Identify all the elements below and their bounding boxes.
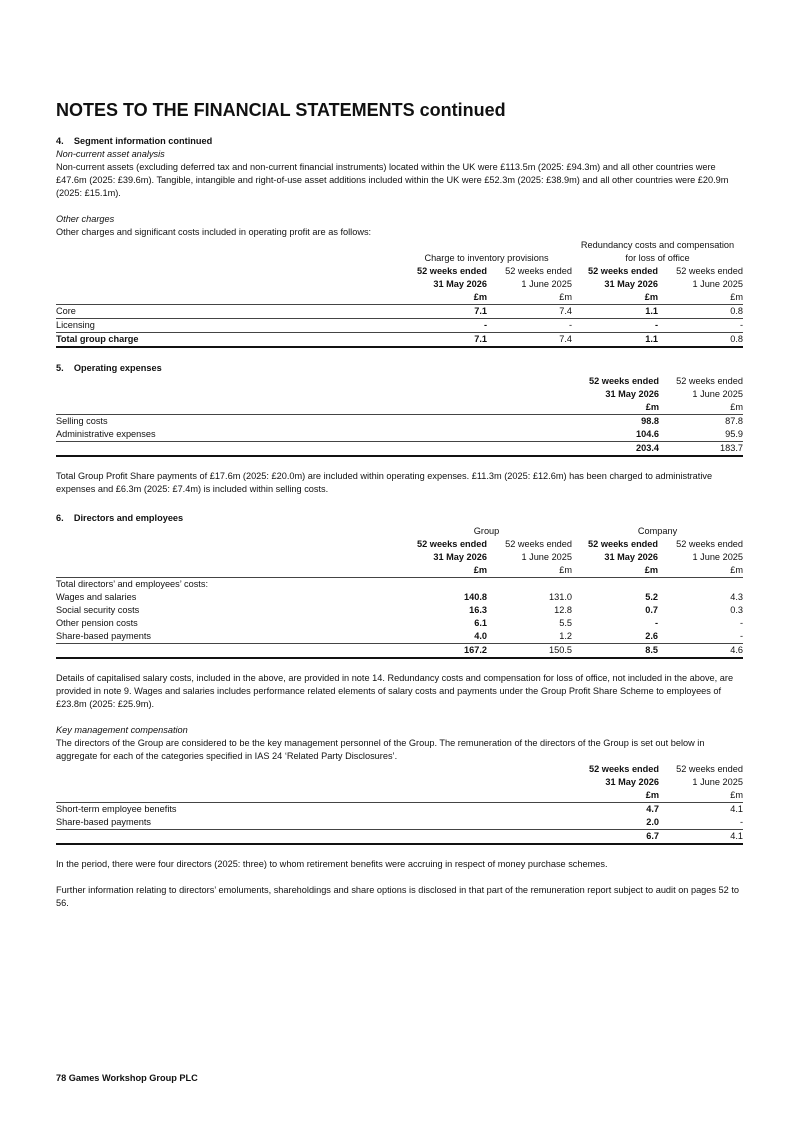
cell: 4.7 xyxy=(646,804,659,814)
col-header: 52 weeks ended xyxy=(589,376,659,386)
row-label: Other pension costs xyxy=(56,618,138,628)
cell: 5.5 xyxy=(559,618,573,628)
cell: 104.6 xyxy=(573,428,659,442)
cell: 131.0 xyxy=(549,592,573,602)
cell: 7.4 xyxy=(487,333,572,348)
cell: 4.3 xyxy=(730,592,744,602)
cell: 203.4 xyxy=(573,442,659,457)
cell: 5.2 xyxy=(645,592,659,602)
col-unit: £m xyxy=(572,564,658,578)
row-label xyxy=(56,644,401,659)
col-header: 52 weeks ended xyxy=(417,539,487,549)
retirement-benefits-paragraph: In the period, there were four directors (2025: three) to whom retirement benefits were accruing in respect of money purchase schemes. xyxy=(56,859,608,869)
cell: - xyxy=(658,319,743,333)
group-header-redundancy: Redundancy costs and compensation xyxy=(580,240,735,250)
row-label: Share-based payments xyxy=(56,630,401,644)
col-unit: £m xyxy=(659,789,743,803)
directors-employees-table xyxy=(56,525,743,659)
cell: 8.5 xyxy=(572,644,658,659)
col-header: 31 May 2026 xyxy=(604,279,658,289)
col-header: 52 weeks ended xyxy=(589,764,659,774)
capitalised-salary-paragraph: Details of capitalised salary costs, included in the above, are provided in note 14. Redundancy costs and compensation for loss of office, not included in the above, are provided in note 9. Wages and salaries includes performance related elements of salary costs and payments under the Group Profit Share Scheme to employees of £23.8m (2025: £25.9m). xyxy=(56,673,734,709)
col-header: 31 May 2026 xyxy=(433,279,487,289)
cell: 7.1 xyxy=(401,305,487,319)
section-5-heading: 5. Operating expenses xyxy=(56,363,162,373)
col-unit: £m xyxy=(401,564,487,578)
cell: 150.5 xyxy=(487,644,572,659)
table-row xyxy=(56,591,743,604)
col-unit: £m xyxy=(487,564,572,578)
key-management-subheading: Key management compensation xyxy=(56,725,188,735)
table-row-total xyxy=(56,644,743,659)
cell: 0.8 xyxy=(658,305,743,319)
table-row xyxy=(56,816,743,830)
page-title: NOTES TO THE FINANCIAL STATEMENTS continued xyxy=(56,100,506,120)
row-label: Selling costs xyxy=(56,416,108,426)
row-label: Administrative expenses xyxy=(56,428,573,442)
col-unit: £m xyxy=(487,291,572,305)
row-label: Social security costs xyxy=(56,605,140,615)
col-header: 1 June 2025 xyxy=(692,389,743,399)
non-current-asset-paragraph: Non-current assets (excluding deferred tax and non-current financial instruments) located within the UK were £113.5m (2025: £94.3m) and all other countries were £47.6m (2025: £39.6m). Tangible, intangible and right-of-use asset additions included within the UK were £52.3m (2025: £38.9m) and all other countries were £20.9m (2025: £15.1m). xyxy=(56,162,729,198)
cell: 87.8 xyxy=(725,416,743,426)
cell: - xyxy=(487,319,572,333)
cell: 4.0 xyxy=(401,630,487,644)
table-row xyxy=(56,617,743,630)
other-charges-table xyxy=(56,239,743,348)
col-header: 31 May 2026 xyxy=(433,552,487,562)
col-unit: £m xyxy=(659,401,743,415)
cell: 16.3 xyxy=(469,605,487,615)
section-5 xyxy=(56,362,743,496)
col-header: 52 weeks ended xyxy=(588,266,658,276)
col-unit: £m xyxy=(573,401,659,415)
col-header: 31 May 2026 xyxy=(605,389,659,399)
page-footer: 78 Games Workshop Group PLC xyxy=(56,1073,198,1083)
table-row xyxy=(56,305,743,319)
row-label: Share-based payments xyxy=(56,816,573,830)
other-charges-paragraph: Other charges and significant costs included in operating profit are as follows: xyxy=(56,227,372,237)
section-4 xyxy=(56,135,743,348)
cell: 6.1 xyxy=(474,618,487,628)
col-header: 52 weeks ended xyxy=(505,266,572,276)
cell: 1.1 xyxy=(572,333,658,348)
row-label xyxy=(56,830,573,845)
other-charges-subheading: Other charges xyxy=(56,214,115,224)
cell: 12.8 xyxy=(554,605,573,615)
section-4-heading: 4. Segment information continued xyxy=(56,136,213,146)
cell: 4.1 xyxy=(730,804,743,814)
key-management-paragraph: The directors of the Group are considered to be the key management personnel of the Group. The remuneration of the directors of the Group is set out below in aggregate for each of the categories specified in IAS 24 ‘Related Party Disclosures’. xyxy=(56,738,705,761)
col-unit: £m xyxy=(573,789,659,803)
cell: 2.6 xyxy=(572,630,658,644)
col-header: 52 weeks ended xyxy=(676,539,744,549)
col-unit: £m xyxy=(572,291,658,305)
cell: 1.2 xyxy=(487,630,572,644)
row-label: Core xyxy=(56,305,401,319)
cell: - xyxy=(654,618,659,628)
table-row xyxy=(56,415,743,429)
col-header: 52 weeks ended xyxy=(676,764,743,774)
col-header: 1 June 2025 xyxy=(692,279,744,289)
col-unit: £m xyxy=(658,564,743,578)
cell: 2.0 xyxy=(573,816,659,830)
cell: 95.9 xyxy=(659,428,743,442)
cell: - xyxy=(401,319,487,333)
col-header: 1 June 2025 xyxy=(521,552,573,562)
group-header-inventory: Charge to inventory provisions xyxy=(424,253,549,263)
col-header: 31 May 2026 xyxy=(604,552,659,562)
table-row-total xyxy=(56,333,743,348)
costs-intro: Total directors’ and employees’ costs: xyxy=(56,579,208,589)
col-unit: £m xyxy=(401,291,487,305)
cell: - xyxy=(572,319,658,333)
col-header: 52 weeks ended xyxy=(417,266,487,276)
row-label: Wages and salaries xyxy=(56,592,137,602)
profit-share-paragraph: Total Group Profit Share payments of £17.6m (2025: £20.0m) are included within operating expenses. £11.3m (2025: £12.6m) has been charged to administrative expenses and £6.3m (2025: £7.4m) is included within selling costs. xyxy=(56,471,713,494)
non-current-asset-subheading: Non-current asset analysis xyxy=(56,149,165,159)
table-row xyxy=(56,319,743,333)
further-information-paragraph: Further information relating to directors’ emoluments, shareholdings and share options is disclosed in that part of the remuneration report subject to audit on pages 52 to 56. xyxy=(56,885,739,908)
col-header: 52 weeks ended xyxy=(676,376,743,386)
cell: 183.7 xyxy=(659,442,743,457)
table-row xyxy=(56,803,743,817)
table-row-total xyxy=(56,442,743,457)
cell: 4.1 xyxy=(659,830,743,845)
cell: 167.2 xyxy=(401,644,487,659)
group-header-company: Company xyxy=(637,526,678,536)
cell: 98.8 xyxy=(641,416,659,426)
col-header: 1 June 2025 xyxy=(521,279,572,289)
cell: 0.7 xyxy=(645,605,659,615)
cell: 7.1 xyxy=(401,333,487,348)
key-management-table xyxy=(56,763,743,845)
cell: 1.1 xyxy=(572,305,658,319)
cell: 0.3 xyxy=(730,605,744,615)
row-label: Licensing xyxy=(56,319,401,333)
col-header: 31 May 2026 xyxy=(605,777,659,787)
table-row xyxy=(56,428,743,442)
row-label: Short-term employee benefits xyxy=(56,804,177,814)
cell: 6.7 xyxy=(573,830,659,845)
table-row xyxy=(56,604,743,617)
col-header: 52 weeks ended xyxy=(588,539,659,549)
col-header: 1 June 2025 xyxy=(692,777,743,787)
table-row xyxy=(56,630,743,644)
row-label: Total group charge xyxy=(56,333,401,348)
col-unit: £m xyxy=(658,291,743,305)
group-header-group: Group xyxy=(473,526,500,536)
section-6 xyxy=(56,512,743,910)
cell: - xyxy=(739,618,744,628)
cell: - xyxy=(658,630,743,644)
col-header: 52 weeks ended xyxy=(676,266,744,276)
col-header: 52 weeks ended xyxy=(505,539,573,549)
cell: 4.6 xyxy=(658,644,743,659)
group-header-redundancy-2: for loss of office xyxy=(625,253,690,263)
section-6-heading: 6. Directors and employees xyxy=(56,513,184,523)
cell: 140.8 xyxy=(464,592,487,602)
col-header: 1 June 2025 xyxy=(692,552,744,562)
cell: - xyxy=(659,816,743,830)
operating-expenses-table xyxy=(56,375,743,457)
cell: 0.8 xyxy=(658,333,743,348)
table-row-total xyxy=(56,830,743,845)
cell: 7.4 xyxy=(487,305,572,319)
row-label xyxy=(56,442,573,457)
